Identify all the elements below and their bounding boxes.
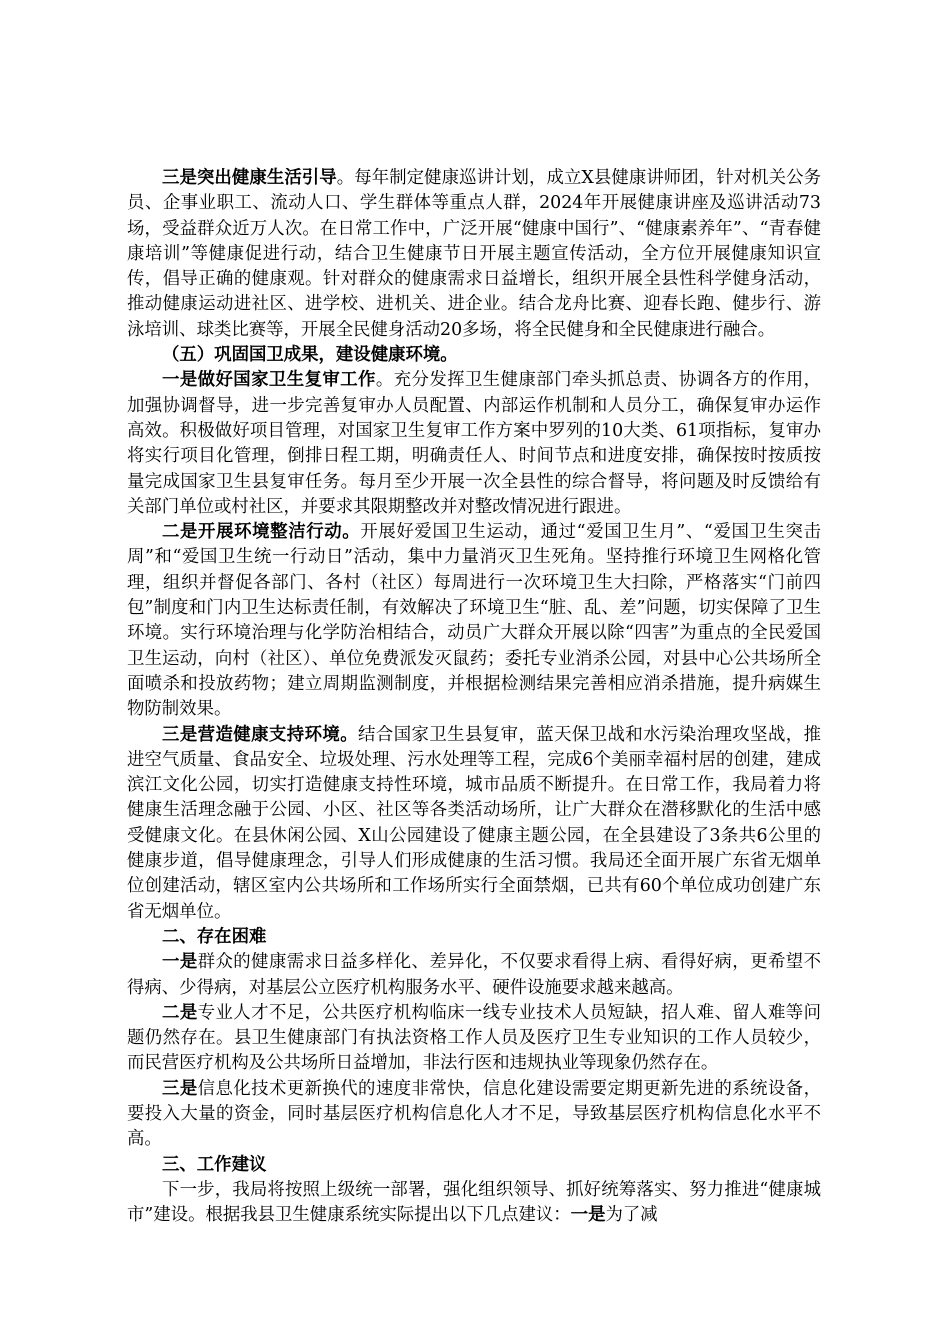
document-page bbox=[127, 166, 821, 1228]
paragraph-tail-lead: 一是 bbox=[570, 1205, 606, 1226]
paragraph-next-steps bbox=[127, 1178, 821, 1229]
paragraph-environment-cleanup bbox=[127, 520, 821, 722]
heading-text: （五）巩固国卫成果，建设健康环境。 bbox=[162, 345, 458, 366]
paragraph-body: 结合国家卫生县复审，蓝天保卫战和水污染治理攻坚战，推进空气质量、食品安全、垃圾处理、污水处理等工程，完成6个美丽幸福村居的创建，建成滨江文化公园，切实打造健康支持性环境，城市品质不断提升。在日常工作，我局着力将健康生活理念融于公园、小区、社区等各类活动场所，让广大群众在潜移默化的生活中感受健康文化。在县休闲公园、X山公园建设了健康主题公园，在全县建设了3条共6公里的健康步道，倡导健康理念，引导人们形成健康的生活习惯。我局还全面开展广东省无烟单位创建活动，辖区室内公共场所和工作场所实行全面禁烟，已共有60个单位成功创建广东省无烟单位。 bbox=[127, 724, 821, 922]
paragraph-lead: 二是开展环境整洁行动。 bbox=[162, 522, 361, 543]
paragraph-body: 开展好爱国卫生运动，通过“爱国卫生月”、“爱国卫生突击周”和“爱国卫生统一行动日”活动，集中力量消灭卫生死角。坚持推行环境卫生网格化管理，组织并督促各部门、各村（社区）每周进行一次环境卫生大扫除，严格落实“门前四包”制度和门内卫生达标责任制，有效解决了环境卫生“脏、乱、差”问题，切实保障了卫生环境。实行环境治理与化学防治相结合，动员广大群众开展以除“四害”为重点的全民爱国卫生运动，向村（社区）、单位免费派发灭鼠药；委托专业消杀公园，对县中心公共场所全面喷杀和投放药物；建立周期监测制度，并根据检测结果完善相应消杀措施，提升病媒生物防制效果。 bbox=[127, 522, 821, 720]
heading-text: 二、存在困难 bbox=[162, 926, 267, 947]
heading-text: 三、工作建议 bbox=[162, 1154, 267, 1175]
paragraph-supportive-environment bbox=[127, 723, 821, 925]
paragraph-difficulty-one bbox=[127, 950, 821, 1001]
paragraph-body: 。每年制定健康巡讲计划，成立X县健康讲师团，针对机关公务员、企事业职工、流动人口、学生群体等重点人群，2024年开展健康讲座及巡讲活动73场，受益群众近万人次。在日常工作中，广泛开展“健康中国行”、“健康素养年”、“青春健康培训”等健康促进行动，结合卫生健康节日开展主题宣传活动，全方位开展健康知识宣传，倡导正确的健康观。针对群众的健康需求日益增长，组织开展全县性科学健身活动，推动健康运动进社区、进学校、进机关、进企业。结合龙舟比赛、迎春长跑、健步行、游泳培训、球类比赛等，开展全民健身活动20多场，将全民健身和全民健康进行融合。 bbox=[127, 168, 821, 340]
section-heading-suggestions bbox=[127, 1153, 821, 1178]
section-heading-five bbox=[127, 343, 821, 368]
paragraph-body: 专业人才不足，公共医疗机构临床一线专业技术人员短缺，招人难、留人难等问题仍然存在。县卫生健康部门有执法资格工作人员及医疗卫生专业知识的工作人员较少，而民营医疗机构及公共场所日益增加，非法行医和违规执业等现象仍然存在。 bbox=[127, 1002, 821, 1074]
paragraph-lead: 三是营造健康支持环境。 bbox=[162, 724, 359, 745]
paragraph-lead: 二是 bbox=[162, 1002, 198, 1023]
paragraph-lead: 三是 bbox=[162, 1078, 198, 1099]
paragraph-lead: 三是突出健康生活引导 bbox=[162, 168, 337, 188]
paragraph-health-guidance bbox=[127, 166, 821, 343]
paragraph-body: 。充分发挥卫生健康部门牵头抓总责、协调各方的作用，加强协调督导，进一步完善复审办人员配置、内部运作机制和人员分工，确保复审办运作高效。积极做好项目管理，对国家卫生复审工作方案中罗列的10大类、61项指标，复审办将实行项目化管理，倒排日程工期，明确责任人、时间节点和进度安排，确保按时按质按量完成国家卫生县复审任务。每月至少开展一次全县性的综合督导，将问题及时反馈给有关部门单位或村社区，并要求其限期整改并对整改情况进行跟进。 bbox=[127, 370, 821, 517]
paragraph-difficulty-two bbox=[127, 1001, 821, 1077]
paragraph-national-review bbox=[127, 368, 821, 520]
section-heading-difficulties bbox=[127, 925, 821, 950]
paragraph-body: 信息化技术更新换代的速度非常快，信息化建设需要定期更新先进的系统设备，要投入大量的资金，同时基层医疗机构信息化人才不足，导致基层医疗机构信息化水平不高。 bbox=[127, 1078, 821, 1150]
paragraph-lead: 一是 bbox=[162, 952, 198, 973]
paragraph-body: 群众的健康需求日益多样化、差异化，不仅要求看得上病、看得好病，更希望不得病、少得病，对基层公立医疗机构服务水平、硬件设施要求越来越高。 bbox=[127, 952, 821, 998]
paragraph-body: 下一步，我局将按照上级统一部署，强化组织领导、抓好统筹落实、努力推进“健康城市”建设。根据我县卫生健康系统实际提出以下几点建议： bbox=[127, 1179, 821, 1226]
paragraph-lead: 一是做好国家卫生复审工作 bbox=[162, 370, 376, 391]
paragraph-difficulty-three bbox=[127, 1077, 821, 1153]
paragraph-tail-body: 为了减 bbox=[605, 1205, 658, 1226]
